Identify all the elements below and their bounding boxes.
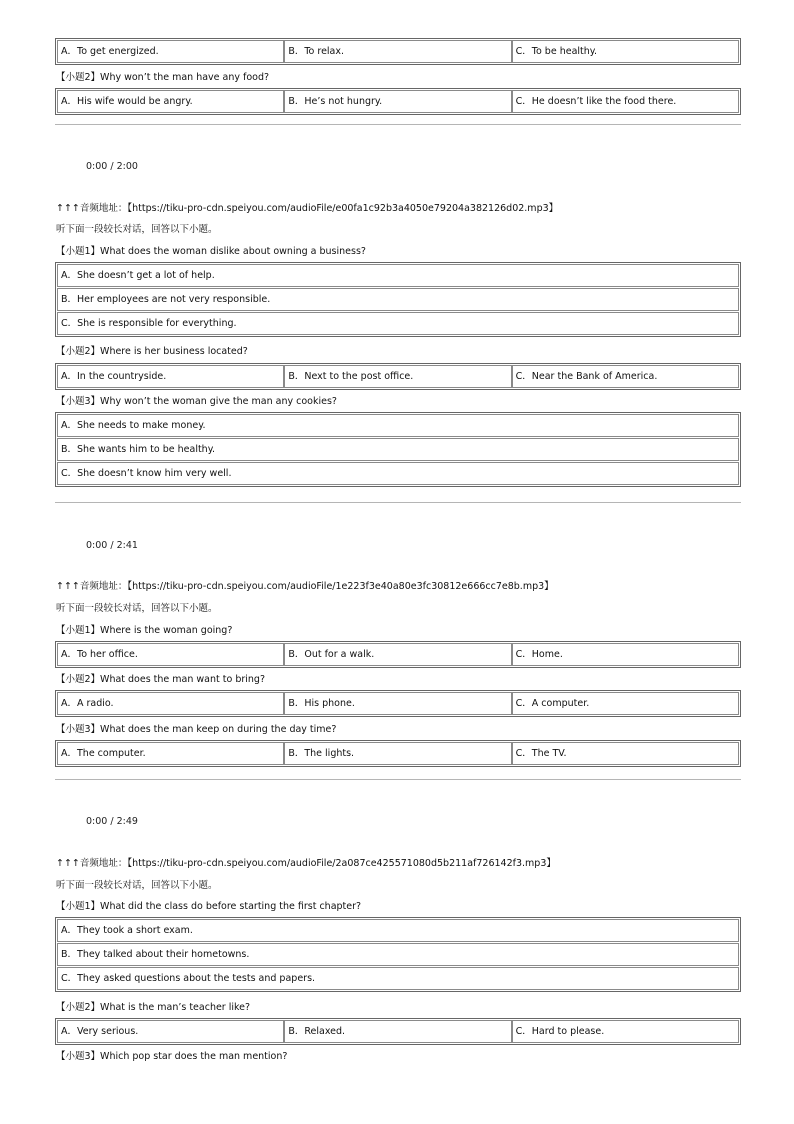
option-b[interactable]: B．Relaxed. bbox=[284, 1020, 511, 1043]
option-b[interactable]: B．The lights. bbox=[284, 742, 511, 765]
question-text: 【小题3】What does the man keep on during the day time? bbox=[56, 724, 337, 735]
audio-url-text: ↑↑↑音频地址：【https://tiku-pro-cdn.speiyou.com/audioFile/2a087ce425571080d5b211af726142f3.mp3】 bbox=[56, 858, 556, 869]
question-text: 【小题3】Why won’t the woman give the man any cookies? bbox=[56, 396, 337, 407]
option-c[interactable]: C．Hard to please. bbox=[512, 1020, 739, 1043]
section-instructions: 听下面一段较长对话，回答以下小题。 bbox=[56, 880, 218, 891]
question-text: 【小题3】Which pop star does the man mention? bbox=[56, 1051, 288, 1062]
option-c[interactable]: C．To be healthy. bbox=[512, 40, 739, 63]
option-c[interactable]: C．Near the Bank of America. bbox=[512, 365, 739, 388]
option-a[interactable]: A．His wife would be angry. bbox=[57, 90, 284, 113]
option-b[interactable]: B．They talked about their hometowns. bbox=[57, 943, 739, 966]
section-instructions: 听下面一段较长对话，回答以下小题。 bbox=[56, 603, 218, 614]
option-a[interactable]: A．The computer. bbox=[57, 742, 284, 765]
question-text: 【小题2】Why won’t the man have any food? bbox=[56, 72, 270, 83]
question-text: 【小题2】What does the man want to bring? bbox=[56, 674, 265, 685]
option-a[interactable]: A．To her office. bbox=[57, 643, 284, 666]
option-a[interactable]: A．Very serious. bbox=[57, 1020, 284, 1043]
option-b[interactable]: B．To relax. bbox=[284, 40, 511, 63]
question-text: 【小题1】Where is the woman going? bbox=[56, 625, 233, 636]
audio-time-display: 0:00 / 2:00 bbox=[86, 161, 138, 172]
section-divider bbox=[55, 124, 741, 125]
option-b[interactable]: B．Her employees are not very responsible. bbox=[57, 288, 739, 311]
option-c[interactable]: C．A computer. bbox=[512, 692, 739, 715]
audio-url-text: ↑↑↑音频地址：【https://tiku-pro-cdn.speiyou.com/audioFile/e00fa1c92b3a4050e79204a382126d02.mp3】 bbox=[56, 203, 559, 214]
option-b[interactable]: B．He’s not hungry. bbox=[284, 90, 511, 113]
option-c[interactable]: C．Home. bbox=[512, 643, 739, 666]
question-options bbox=[55, 740, 741, 767]
question-text: 【小题2】Where is her business located? bbox=[56, 346, 248, 357]
option-a[interactable]: A．She doesn’t get a lot of help. bbox=[57, 264, 739, 287]
option-c[interactable]: C．She is responsible for everything. bbox=[57, 312, 739, 335]
option-c[interactable]: C．She doesn’t know him very well. bbox=[57, 462, 739, 485]
option-c[interactable]: C．They asked questions about the tests and papers. bbox=[57, 967, 739, 990]
option-b[interactable]: B．She wants him to be healthy. bbox=[57, 438, 739, 461]
option-a[interactable]: A．In the countryside. bbox=[57, 365, 284, 388]
question-options bbox=[55, 38, 741, 65]
option-b[interactable]: B．Next to the post office. bbox=[284, 365, 511, 388]
question-text: 【小题1】What did the class do before starting the first chapter? bbox=[56, 901, 362, 912]
option-a[interactable]: A．She needs to make money. bbox=[57, 414, 739, 437]
question-options bbox=[55, 363, 741, 390]
question-text: 【小题1】What does the woman dislike about owning a business? bbox=[56, 246, 366, 257]
question-options bbox=[55, 88, 741, 115]
audio-url-text: ↑↑↑音频地址：【https://tiku-pro-cdn.speiyou.com/audioFile/1e223f3e40a80e3fc30812e666cc7e8b.mp3】 bbox=[56, 581, 554, 592]
section-divider bbox=[55, 779, 741, 780]
question-options bbox=[55, 690, 741, 717]
option-c[interactable]: C．The TV. bbox=[512, 742, 739, 765]
section-divider bbox=[55, 502, 741, 503]
option-c[interactable]: C．He doesn’t like the food there. bbox=[512, 90, 739, 113]
option-a[interactable]: A．To get energized. bbox=[57, 40, 284, 63]
question-text: 【小题2】What is the man’s teacher like? bbox=[56, 1002, 251, 1013]
question-options bbox=[55, 641, 741, 668]
audio-time-display: 0:00 / 2:41 bbox=[86, 540, 138, 551]
section-instructions: 听下面一段较长对话，回答以下小题。 bbox=[56, 224, 218, 235]
audio-time-display: 0:00 / 2:49 bbox=[86, 816, 138, 827]
question-options bbox=[55, 1018, 741, 1045]
option-a[interactable]: A．A radio. bbox=[57, 692, 284, 715]
option-b[interactable]: B．His phone. bbox=[284, 692, 511, 715]
option-b[interactable]: B．Out for a walk. bbox=[284, 643, 511, 666]
option-a[interactable]: A．They took a short exam. bbox=[57, 919, 739, 942]
question-options bbox=[55, 412, 741, 487]
question-options bbox=[55, 917, 741, 992]
question-options bbox=[55, 262, 741, 337]
